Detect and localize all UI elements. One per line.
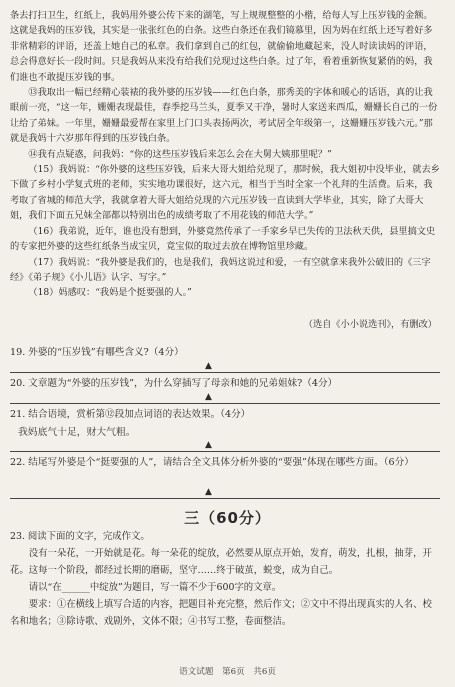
answer-line xyxy=(10,451,440,452)
essay-requirements: 要求：①在横线上填写合适的内容，把题目补充完整，然后作文；②文中不得出现真实的人名、校名和地名；③除诗歌、戏剧外，文体不限；④书写工整，卷面整洁。 xyxy=(10,599,432,627)
handwritten-answer: 我妈底气十足，财大气粗。 xyxy=(18,427,136,438)
question-19: 19. 外婆的“压岁钱”有哪些含义?（4分） xyxy=(10,347,184,358)
reading-passage xyxy=(10,8,440,301)
answer-line xyxy=(10,403,440,404)
essay-material: 没有一朵花，一开始就是花。每一朵花的绽放，必然要从原点开始，发育，萌发，扎根，抽芽，开花。这每一个阶段，都经过长期的磨砺，坚守……终于破茧，蜕变，成为自己。 xyxy=(10,548,432,576)
answer-line xyxy=(10,498,440,499)
passage-paragraph: （16）我弟说，近年，谁也没有想到，外婆竟然传承了一手家乡早已失传的卫法秋天供，县里搞文史的专家把外婆的这些红纸条当成宝贝，竟宝似的取过去放在博物馆里珍藏。 xyxy=(10,225,436,253)
answer-marker: ▲ xyxy=(205,361,212,371)
passage-paragraph: （17）我妈说：“我外婆是我们的，也是我们，我妈这说过和爱，一有空就拿来我外公破旧的《三字经》《弟子规》《小儿语》认字、写字。” xyxy=(10,256,431,283)
page-footer: 语文试题 第6页 共6页 xyxy=(179,667,276,677)
passage-source: （选自《小小说选刊》，有删改） xyxy=(303,319,437,330)
passage-paragraph: 条去打扫卫生，红纸上，我妈用外婆公传下来的湖笔，写上规规整整的小楷，给每人写上压岁钱的金额。这就是我妈的压岁钱，其实是一张张红色的白条。这些白条还在我们镜慕里，因为妈在红纸上还写着好多非常精彩的评语，还盖上她自己的私章。我们拿到自己的红包，就偷偷地藏起来，没人时读读妈的评语，总会得意好长一段时间。只是我妈从来没有给我们兑现过这些白条。过了年，看着重新恢复紧俏的妈，我们谁也不敢提压岁钱的事。 xyxy=(10,10,433,83)
essay-prompt: 请以“在______中绽放”为题目，写一篇不少于600字的文章。 xyxy=(28,582,282,593)
passage-paragraph: ⑬我取出一幅已经精心装裱的我外婆的压岁钱——红色白条，那秀美的字体和暖心的话语，真的让我眼前一亮，“这一年，姗姗表现最佳，春季挖马兰头，夏季又干净，暑时人家送来西瓜，姗姗长自己的一份让给了弟妹。一年里，姗姗最爱帮在家里上门口头表扬两次，考试居全年级第一，这姗姗压岁钱六元。”那就是我妈十六岁那年得到的压岁钱白条。 xyxy=(10,87,438,145)
answer-marker: ▲ xyxy=(205,487,212,497)
answer-marker: ▲ xyxy=(205,392,212,402)
question-22: 22. 结尾写外婆是个“挺要强的人”，请结合全文具体分析外婆的“要强”体现在哪些方面。（6分） xyxy=(10,457,414,468)
question-23: 23. 阅读下面的文字，完成作文。 xyxy=(10,531,150,542)
passage-paragraph: （18）妈感叹：“我妈是个挺要强的人。” xyxy=(28,287,192,299)
passage-paragraph: ⑭我有点疑惑，问我妈：“你的这些压岁钱后来怎么会在大舅大姨那里呢？” xyxy=(28,148,332,160)
passage-paragraph: （15）我妈说：“你外婆的这些压岁钱，后来大哥大姐给兑现了，那时候，我大姐初中没毕业，就去乡下做了乡村小学复式班的老师，实实地功课很好，这六元，相当于当时全家一个礼拜的生活费。后来，我考取了省城的师范大学，我就拿着大哥大姐给兑现的六元压岁钱一直读到大学毕业，其实，除了大哥大姐，我们下面五兄妹全部都以特别出色的成绩考取了不用花钱的师范大学。” xyxy=(10,164,440,222)
answer-marker: ▲ xyxy=(205,440,212,450)
question-20: 20. 文章题为“外婆的压岁钱”，为什么穿插写了母亲和她的兄弟姐妹?（4分） xyxy=(10,378,338,389)
question-21: 21. 结合语境，赏析第⑫段加点词语的表达效果。（4分） xyxy=(10,409,251,420)
section-heading: 三（60分） xyxy=(184,509,271,527)
answer-line xyxy=(10,372,440,373)
essay-question xyxy=(10,528,440,630)
